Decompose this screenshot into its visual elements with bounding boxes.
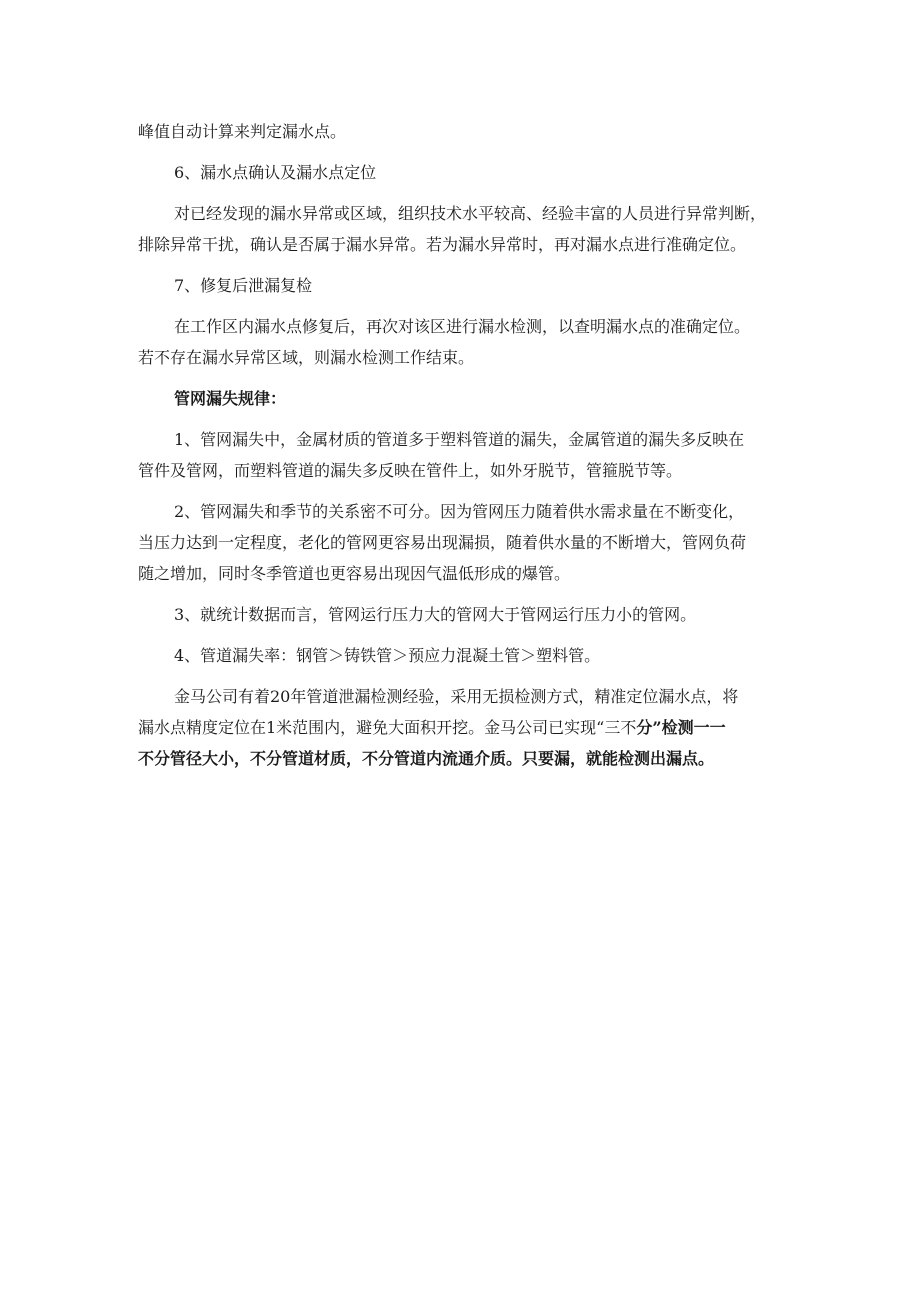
text-line: 金马公司有着20年管道泄漏检测经验，采用无损检测方式，精准定位漏水点，将 <box>174 687 739 706</box>
text-line: 3、就统计数据而言，管网运行压力大的管网大于管网运行压力小的管网。 <box>174 605 697 624</box>
text-normal: 漏水点精度定位在1米范围内，避免大面积开挖。金马公司已实现“三不 <box>138 718 637 737</box>
text-line: 不分管径大小，不分管道材质，不分管道内流通介质。只要漏，就能检测出漏点。 <box>138 749 715 768</box>
paragraph-step-7 <box>138 311 788 373</box>
text-bold: 分”检测一一 <box>636 718 726 737</box>
text-line: 随之增加，同时冬季管道也更容易出现因气温低形成的爆管。 <box>138 564 571 583</box>
text-line: 管件及管网，而塑料管道的漏失多反映在管件上，如外牙脱节，管箍脱节等。 <box>138 461 683 480</box>
text-line <box>138 712 788 743</box>
text-line: 6、漏水点确认及漏水点定位 <box>174 163 377 182</box>
text-line: 4、管道漏失率：钢管＞铸铁管＞预应力混凝土管＞塑料管。 <box>174 646 601 665</box>
text-line: 在工作区内漏水点修复后，再次对该区进行漏水检测，以查明漏水点的准确定位。 <box>174 317 751 336</box>
text-line: 若不存在漏水异常区域，则漏水检测工作结束。 <box>138 348 475 367</box>
paragraph-step-6 <box>138 198 788 260</box>
heading-step-7 <box>138 270 788 301</box>
paragraph-law-2 <box>138 496 788 589</box>
paragraph-peak-calculation <box>138 116 788 147</box>
text-line: 7、修复后泄漏复检 <box>174 276 313 295</box>
paragraph-law-1 <box>138 424 788 486</box>
paragraph-company <box>138 681 788 774</box>
text-line: 1、管网漏失中，金属材质的管道多于塑料管道的漏失，金属管道的漏失多反映在 <box>174 430 745 449</box>
text-line: 排除异常干扰，确认是否属于漏水异常。若为漏水异常时，再对漏水点进行准确定位。 <box>138 235 747 254</box>
paragraph-law-4 <box>138 640 788 671</box>
text-line: 管网漏失规律： <box>174 389 287 408</box>
text-line: 峰值自动计算来判定漏水点。 <box>138 122 347 141</box>
text-line: 当压力达到一定程度，老化的管网更容易出现漏损，随着供水量的不断增大，管网负荷 <box>138 533 747 552</box>
paragraph-law-3 <box>138 599 788 630</box>
document-body <box>138 116 788 774</box>
heading-leak-laws <box>138 383 788 414</box>
text-line: 对已经发现的漏水异常或区域，组织技术水平较高、经验丰富的人员进行异常判断， <box>174 204 767 223</box>
text-line: 2、管网漏失和季节的关系密不可分。因为管网压力随着供水需求量在不断变化， <box>174 502 745 521</box>
heading-step-6 <box>138 157 788 188</box>
